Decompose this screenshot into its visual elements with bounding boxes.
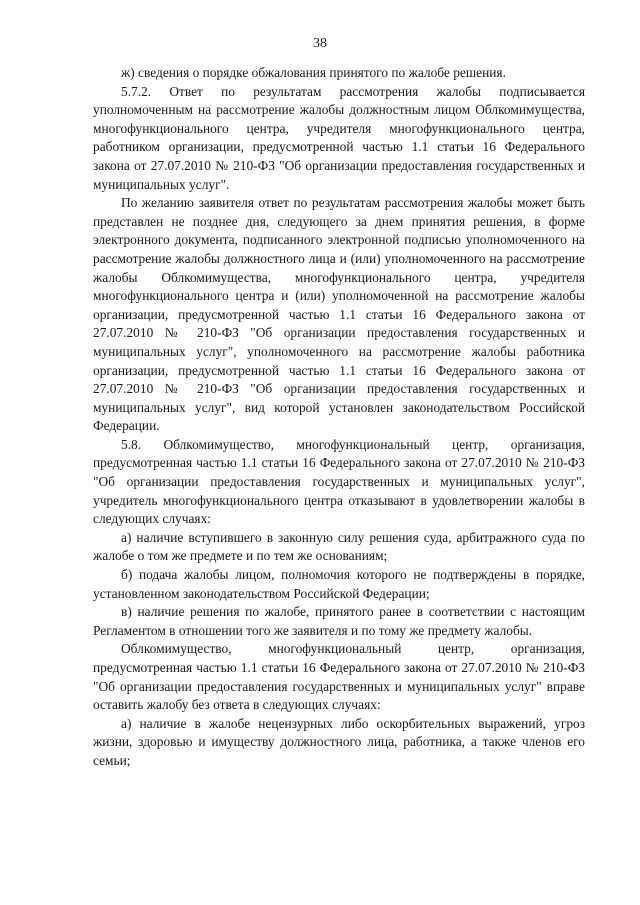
paragraph: в) наличие решения по жалобе, принятого ранее в соответствии с настоящим Регламентом в отношении того же заявителя и по тому же предмету жалобы.	[93, 604, 585, 638]
paragraph: Облкомимущество, многофункциональный центр, организация, предусмотренная частью 1.1 статьи 16 Федерального закона от 27.07.2010 № 210-ФЗ "Об организации предоставления государственных и муниципальных услуг" вправе оставить жалобу без ответа в следующих случаях:	[93, 641, 585, 713]
paragraph: а) наличие в жалобе нецензурных либо оскорбительных выражений, угроз жизни, здоровью и имуществу должностного лица, работника, а также членов его семьи;	[93, 715, 585, 768]
paragraph: ж) сведения о порядке обжалования принятого по жалобе решения.	[121, 65, 506, 80]
paragraph: По желанию заявителя ответ по результатам рассмотрения жалобы может быть представлен не позднее дня, следующего за днем принятия решения, в форме электронного документа, подписанного электронной подписью уполномоченного на рассмотрение жалобы должностного лица и (или) уполномоченного на рассмотрение жалобы Облкомимущества, многофункционального центра, учредителя многофункционального центра и (или) уполномоченной на рассмотрение жалобы организации, предусмотренной частью 1.1 статьи 16 Федерального закона от 27.07.2010 № 210-ФЗ "Об организации предоставления государственных и муниципальных услуг", уполномоченного на рассмотрение жалобы работника организации, предусмотренной частью 1.1 статьи 16 Федерального закона от 27.07.2010 № 210-ФЗ "Об организации предоставления государственных и муниципальных услуг", вид которой установлен законодательством Российской Федерации.	[93, 195, 585, 434]
document-body	[93, 64, 585, 771]
paragraph: 5.7.2. Ответ по результатам рассмотрения жалобы подписывается уполномоченным на рассмотрение жалобы должностным лицом Облкомимущества, многофункционального центра, учредителя многофункционального центра, работником организации, предусмотренной частью 1.1 статьи 16 Федерального закона от 27.07.2010 № 210-ФЗ "Об организации предоставления государственных и муниципальных услуг".	[93, 83, 585, 192]
paragraph: а) наличие вступившего в законную силу решения суда, арбитражного суда по жалобе о том же предмете и по тем же основаниям;	[93, 529, 585, 564]
paragraph: б) подача жалобы лицом, полномочия которого не подтверждены в порядке, установленном законодательством Российской Федерации;	[93, 567, 585, 601]
paragraph: 5.8. Облкомимущество, многофункциональный центр, организация, предусмотренная частью 1.1 статьи 16 Федерального закона от 27.07.2010 № 210-ФЗ "Об организации предоставления государственных и муниципальных услуг", учредитель многофункционального центра отказывают в удовлетворении жалобы в следующих случаях:	[93, 436, 585, 527]
page-number: 38	[313, 36, 327, 51]
